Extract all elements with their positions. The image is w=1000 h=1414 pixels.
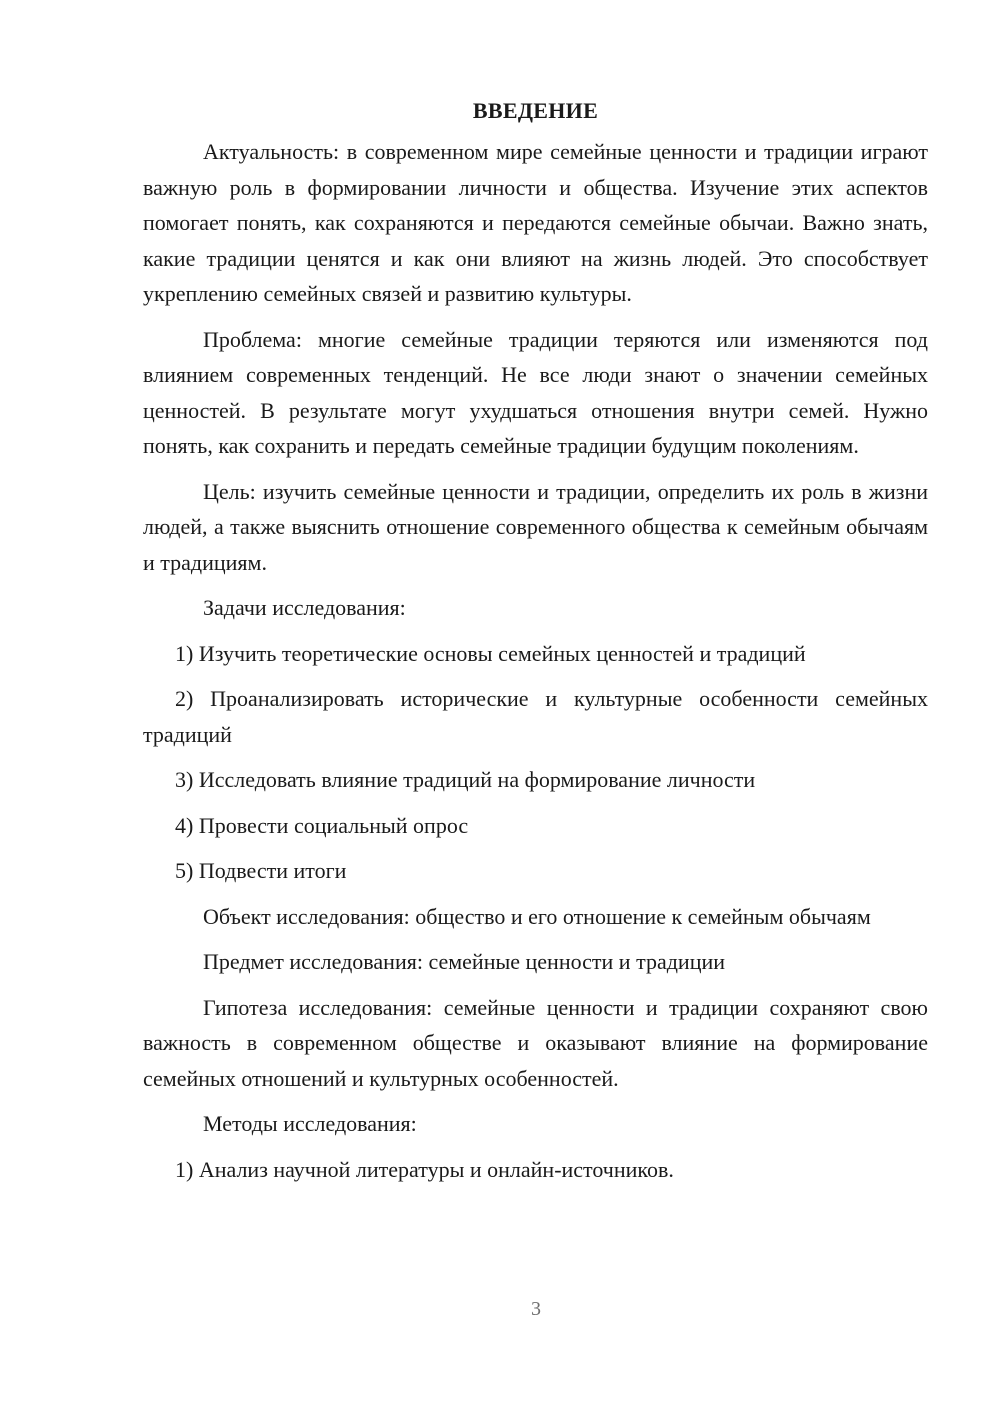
page-number: 3 xyxy=(531,1298,541,1320)
list-item-task-2: 2) Проанализировать исторические и культурные особенности семейных традиций xyxy=(143,686,928,747)
document-page xyxy=(143,96,928,1197)
paragraph-subject: Предмет исследования: семейные ценности и традиции xyxy=(203,949,726,974)
paragraph-hypothesis: Гипотеза исследования: семейные ценности и традиции сохраняют свою важность в современном обществе и оказывают влияние на формирование семейных отношений и культурных особенностей. xyxy=(143,994,928,1091)
list-item-task-1: 1) Изучить теоретические основы семейных ценностей и традиций xyxy=(175,640,806,666)
paragraph-object: Объект исследования: общество и его отношение к семейным обычаям xyxy=(203,903,871,929)
list-item-task-5: 5) Подвести итоги xyxy=(175,858,347,883)
paragraph-relevance: Актуальность: в современном мире семейные ценности и традиции играют важную роль в формировании личности и общества. Изучение этих аспектов помогает понять, как сохраняются и передаются семейные обычаи. Важно знать, какие традиции ценятся и как они влияют на жизнь людей. Это способствует укреплению семейных связей и развитию культуры. xyxy=(143,139,928,306)
page-title: ВВЕДЕНИЕ xyxy=(472,98,599,123)
paragraph-goal: Цель: изучить семейные ценности и традиции, определить их роль в жизни людей, а также выяснить отношение современного общества к семейным обычаям и традициям. xyxy=(143,478,928,575)
list-item-task-3: 3) Исследовать влияние традиций на формирование личности xyxy=(175,767,756,792)
list-item-method-1: 1) Анализ научной литературы и онлайн-источников. xyxy=(175,1156,674,1182)
paragraph-tasks-heading: Задачи исследования: xyxy=(203,595,406,620)
paragraph-problem: Проблема: многие семейные традиции теряются или изменяются под влиянием современных тенденций. Не все люди знают о значении семейных ценностей. В результате могут ухудшаться отношения внутри семей. Нужно понять, как сохранить и передать семейные традиции будущим поколениям. xyxy=(143,326,928,458)
list-item-task-4: 4) Провести социальный опрос xyxy=(175,812,469,838)
paragraph-methods-heading: Методы исследования: xyxy=(203,1111,417,1136)
